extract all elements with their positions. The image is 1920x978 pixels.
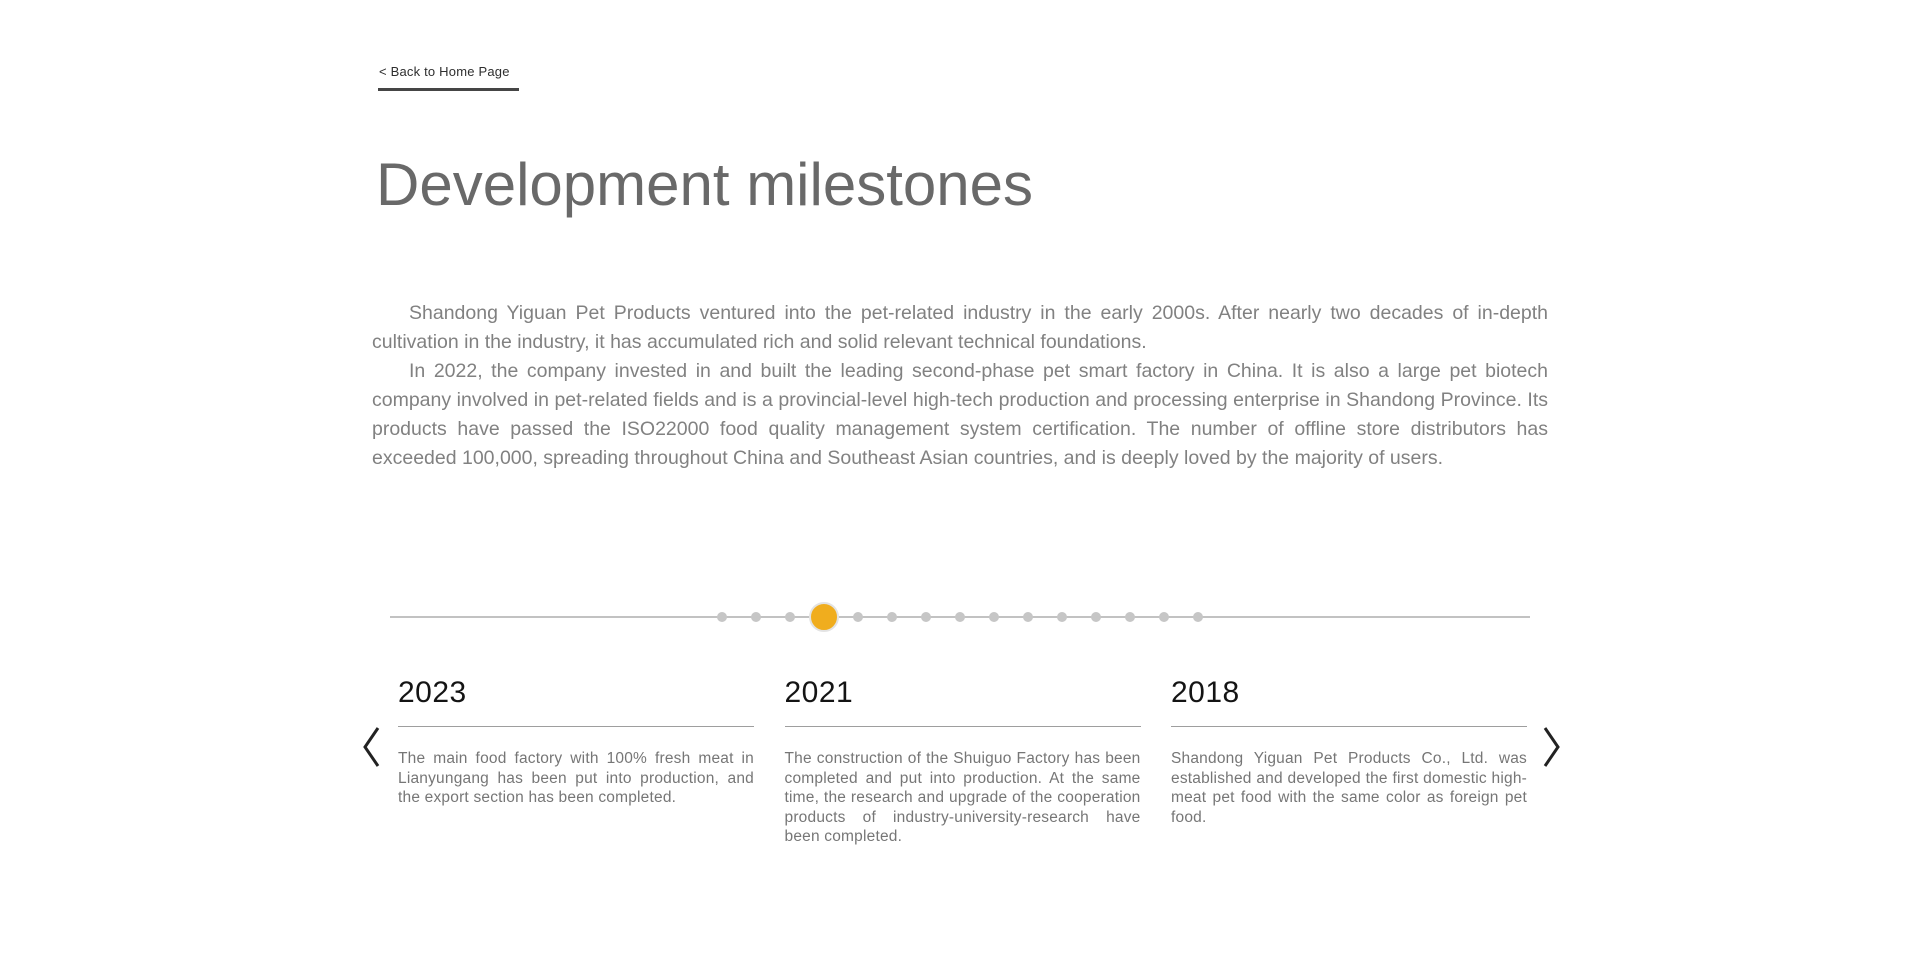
timeline-dot[interactable] bbox=[751, 612, 761, 622]
card-divider bbox=[785, 726, 1141, 727]
chevron-left-icon bbox=[360, 725, 384, 769]
milestone-card-2023 bbox=[398, 675, 754, 847]
intro-paragraph-1: Shandong Yiguan Pet Products ventured into the pet-related industry in the early 2000s. After nearly two decades of in-depth cultivation in the industry, it has accumulated rich and solid relevant technical foundations. bbox=[372, 302, 1548, 353]
milestone-cards bbox=[398, 675, 1527, 847]
timeline-dot[interactable] bbox=[989, 612, 999, 622]
chevron-right-icon bbox=[1539, 725, 1563, 769]
milestone-card-2021 bbox=[785, 675, 1141, 847]
milestone-description: The construction of the Shuiguo Factory has been completed and put into production. At the same time, the research and upgrade of the cooperation products of industry-university-research have been completed. bbox=[784, 750, 1141, 845]
milestone-year: 2018 bbox=[1171, 676, 1240, 709]
timeline-dot[interactable] bbox=[1091, 612, 1101, 622]
prev-arrow-button[interactable] bbox=[360, 725, 384, 769]
card-divider bbox=[398, 726, 754, 727]
back-to-home-link[interactable]: < Back to Home Page bbox=[378, 64, 519, 91]
timeline-dot[interactable] bbox=[853, 612, 863, 622]
milestones-page bbox=[372, 0, 1548, 847]
timeline-dot[interactable] bbox=[1193, 612, 1203, 622]
milestone-description: The main food factory with 100% fresh meat in Lianyungang has been put into production, and the export section has been completed. bbox=[398, 750, 754, 806]
milestone-carousel bbox=[372, 675, 1548, 847]
page-title: Development milestones bbox=[376, 151, 1033, 218]
timeline-dot[interactable] bbox=[921, 612, 931, 622]
intro-paragraph-2: In 2022, the company invested in and built the leading second-phase pet smart factory in China. It is also a large pet biotech company involved in pet-related fields and is a provincial-level high-tech production and processing enterprise in Shandong Province. Its products have passed the ISO22000 food quality management system certification. The number of offline store distributors has exceeded 100,000, spreading throughout China and Southeast Asian countries, and is deeply loved by the majority of users. bbox=[372, 360, 1548, 469]
timeline-dot[interactable] bbox=[1057, 612, 1067, 622]
timeline-dot[interactable] bbox=[785, 612, 795, 622]
timeline-dot[interactable] bbox=[1023, 612, 1033, 622]
timeline-dot[interactable] bbox=[1125, 612, 1135, 622]
milestone-year: 2023 bbox=[398, 676, 467, 709]
intro-text bbox=[372, 299, 1548, 473]
milestone-card-2018 bbox=[1171, 675, 1527, 847]
milestone-description: Shandong Yiguan Pet Products Co., Ltd. was established and developed the first domestic high-meat pet food with the same color as foreign pet food. bbox=[1171, 750, 1527, 826]
timeline-dot[interactable] bbox=[717, 612, 727, 622]
timeline-dot[interactable] bbox=[1159, 612, 1169, 622]
timeline-dot[interactable] bbox=[887, 612, 897, 622]
card-divider bbox=[1171, 726, 1527, 727]
timeline bbox=[372, 602, 1548, 632]
timeline-dot-active[interactable] bbox=[809, 602, 839, 632]
timeline-dot[interactable] bbox=[955, 612, 965, 622]
next-arrow-button[interactable] bbox=[1539, 725, 1563, 769]
milestone-year: 2021 bbox=[784, 676, 854, 709]
timeline-dots bbox=[705, 602, 1215, 632]
